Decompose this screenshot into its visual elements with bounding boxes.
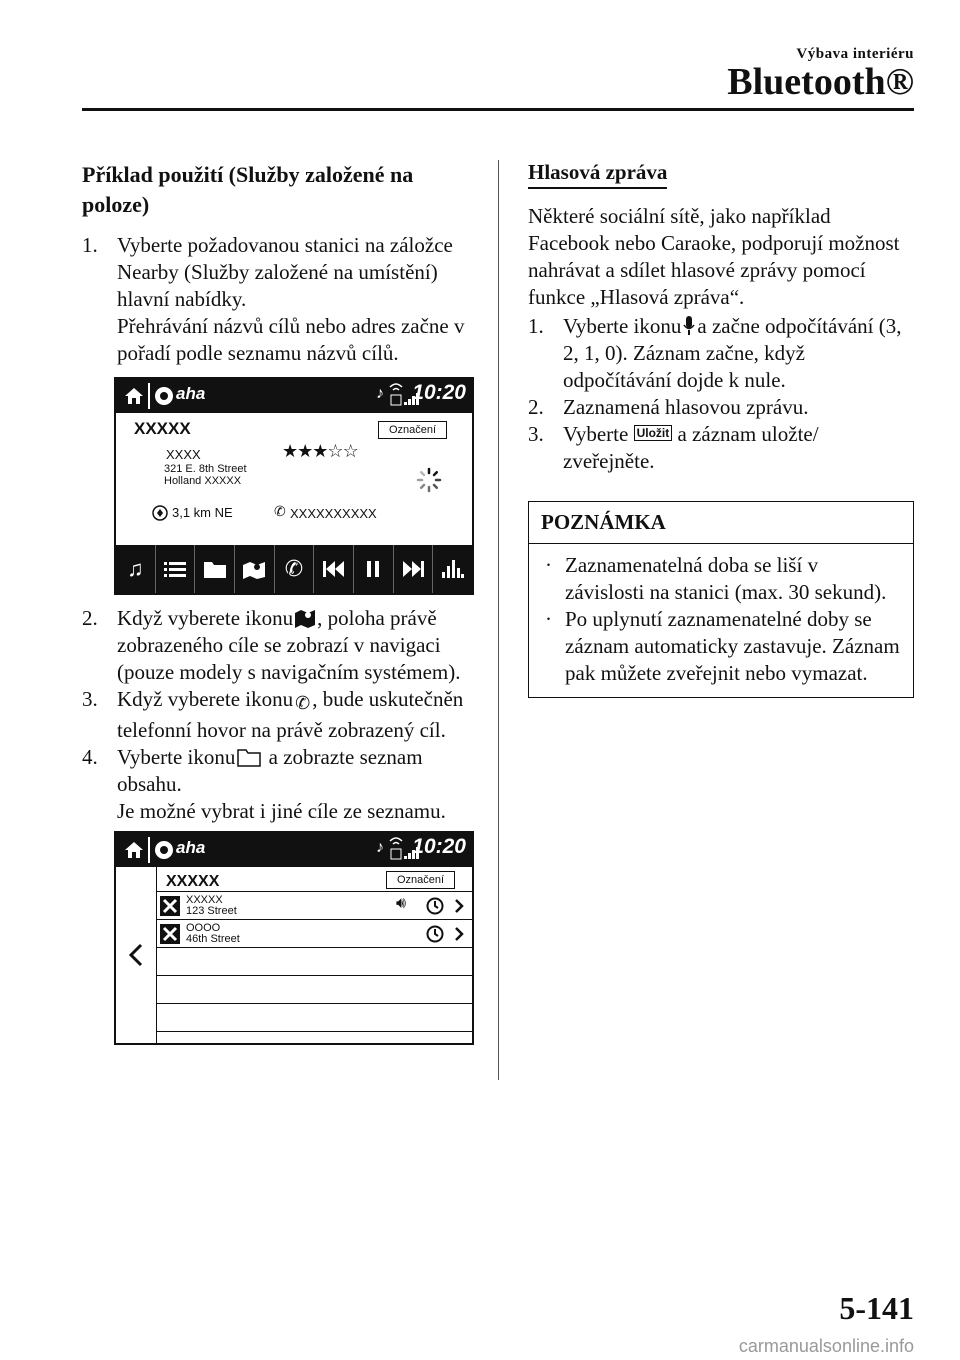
pause-button[interactable] <box>354 545 394 593</box>
step-2: 2. Když vyberete ikonu , poloha právě zobrazeného cíle se zobrazí v navigaci (pouze modely s navigačním systémem). <box>82 606 461 684</box>
note-bullet: · Po uplynutí zaznamenatelné doby se záznam automaticky zastavuje. Záznam pak můžete zveřejnit nebo vymazat. <box>545 607 900 685</box>
star-empty-icon: ☆ <box>342 441 358 461</box>
thumbnail-icon <box>160 924 180 944</box>
header-rule <box>82 108 914 111</box>
top-bar <box>116 833 472 867</box>
list-item-street: 46th Street <box>186 933 240 945</box>
music-note-icon: ♪ <box>376 385 384 402</box>
star-filled-icon: ★ <box>297 441 313 461</box>
voice-step-1: 1. Vyberte ikonu a začne odpočítávání (3, 2, 1, 0). Záznam začne, když odpočítávání dojde k nule. <box>528 314 902 392</box>
star-filled-icon: ★ <box>312 441 328 461</box>
watermark: carmanualsonline.info <box>738 1336 914 1356</box>
folder-icon <box>237 747 261 767</box>
star-filled-icon: ★ <box>282 441 298 461</box>
list-item-street: 123 Street <box>186 905 237 917</box>
column-divider <box>498 160 499 1080</box>
equalizer-icon <box>442 560 464 578</box>
screenshot-station-detail <box>114 377 474 595</box>
chevron-right-icon <box>454 898 464 914</box>
thumbnail-icon <box>160 896 180 916</box>
save-button-label: Uložit <box>634 425 673 441</box>
phone-number: XXXXXXXXXX <box>290 506 377 521</box>
clock-icon <box>426 925 444 943</box>
note-title: POZNÁMKA <box>529 502 913 544</box>
music-icon: ♫ <box>127 556 144 581</box>
distance: 3,1 km NE <box>172 505 233 520</box>
map-pin-icon <box>295 608 315 628</box>
mark-button[interactable]: Označení <box>378 421 447 439</box>
aha-logo-icon <box>154 840 174 860</box>
bottom-toolbar <box>116 545 472 593</box>
home-icon <box>124 841 144 859</box>
voice-step-3: 3. Vyberte Uložit a záznam uložte/ zveřejněte. <box>528 422 819 473</box>
star-empty-icon: ☆ <box>327 441 343 461</box>
loading-spinner-icon <box>416 467 442 493</box>
aha-logo-icon <box>154 386 174 406</box>
phone-icon: ✆ <box>295 693 311 713</box>
section-label: Výbava interiéru <box>796 46 914 62</box>
list-item <box>156 948 472 976</box>
left-column <box>82 160 482 1045</box>
top-bar <box>116 379 472 413</box>
address-line-1: 321 E. 8th Street <box>164 463 247 475</box>
folder-button[interactable] <box>195 545 235 593</box>
example-heading: Příklad použití (Služby založené na poloze) <box>82 162 414 217</box>
phone-small-icon: ✆ <box>274 503 286 519</box>
phone-icon: ✆ <box>284 556 304 581</box>
list-button[interactable] <box>156 545 196 593</box>
home-icon <box>124 387 144 405</box>
right-column <box>528 160 914 698</box>
equalizer-button[interactable] <box>433 545 472 593</box>
music-button[interactable] <box>116 545 156 593</box>
rating-stars <box>282 441 358 462</box>
station-name: XXXX <box>166 447 201 462</box>
speaker-icon: 🔊︎ <box>396 895 407 912</box>
step-1: 1. Vyberte požadovanou stanici na záložce Nearby (Služby založené na umístění) hlavní nabídky. Přehrávání názvů cílů nebo adres začne v pořadí podle seznamu názvů cílů. <box>82 233 465 365</box>
voice-message-heading: Hlasová zpráva <box>528 160 667 189</box>
page-title: Bluetooth® <box>727 61 914 103</box>
note-bullet: · Zaznamenatelná doba se liší v závislosti na stanici (max. 30 sekund). <box>545 553 887 604</box>
list-item[interactable] <box>156 920 472 948</box>
chevron-left-icon <box>129 943 143 967</box>
station-title: XXXXX <box>134 419 191 438</box>
address-line-2: Holland XXXXX <box>164 475 242 487</box>
voice-message-intro: Některé sociální sítě, jako například Facebook nebo Caraoke, podporují možnost nahrávat a sdílet hlasové zprávy pomocí funkce „Hlasová zpráva“. <box>528 204 900 309</box>
note-box <box>528 501 914 698</box>
clock: 10:20 <box>412 381 466 404</box>
wifi-icon <box>388 835 404 863</box>
back-button[interactable] <box>116 867 157 1043</box>
navigation-button[interactable] <box>235 545 275 593</box>
step-3: 3. Když vyberete ikonu ✆, bude uskutečněn telefonní hovor na právě zobrazený cíl. <box>82 687 464 742</box>
app-name: aha <box>176 384 206 403</box>
screenshot-destination-list <box>114 831 474 1045</box>
folder-icon <box>204 560 226 578</box>
voice-step-2: 2. Zaznamená hlasovou zprávu. <box>528 395 809 419</box>
list-item[interactable] <box>156 892 472 920</box>
step-4: 4. Vyberte ikonu a zobrazte seznam obsahu. Je možné vybrat i jiné cíle ze seznamu. <box>82 745 446 823</box>
wifi-icon <box>388 381 404 409</box>
chevron-right-icon <box>454 926 464 942</box>
mark-button[interactable]: Označení <box>386 871 455 889</box>
pause-icon <box>366 561 380 577</box>
app-name: aha <box>176 838 206 857</box>
map-pin-icon <box>243 559 265 579</box>
list-item-name: OOOO <box>186 922 221 934</box>
skip-back-icon <box>323 561 345 577</box>
page-number: 5-141 <box>839 1290 914 1326</box>
list-item-name: XXXXX <box>186 894 223 906</box>
list-title: XXXXX <box>166 873 220 890</box>
previous-button[interactable] <box>314 545 354 593</box>
list-item <box>156 976 472 1004</box>
clock-icon <box>426 897 444 915</box>
list-item <box>156 1004 472 1032</box>
microphone-icon <box>683 316 695 336</box>
next-button[interactable] <box>394 545 434 593</box>
call-button[interactable] <box>275 545 315 593</box>
music-note-icon: ♪ <box>376 839 384 856</box>
distance-icon <box>152 505 168 521</box>
clock: 10:20 <box>412 835 466 858</box>
skip-forward-icon <box>402 561 424 577</box>
list-icon <box>164 561 186 577</box>
